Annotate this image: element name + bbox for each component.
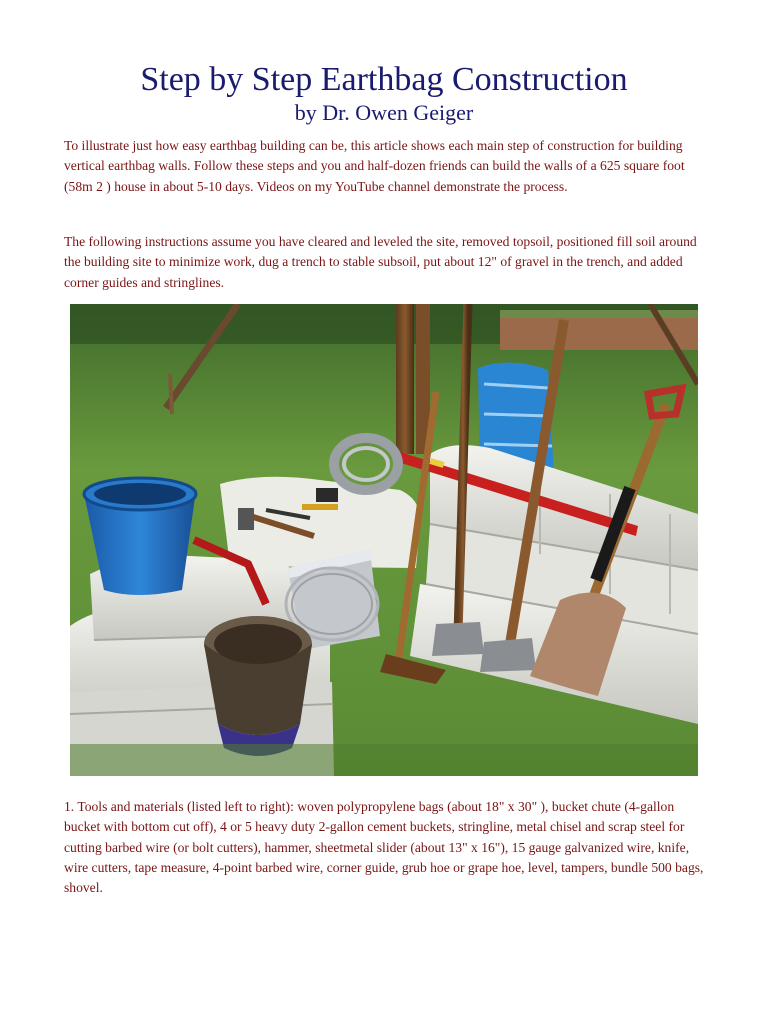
intro-paragraph: To illustrate just how easy earthbag building can be, this article shows each main step of construction for building vertical earthbag walls. Follow these steps and you and half-dozen friends can build the walls of a 625 square foot (58m 2 ) house in about 5-10 days. Videos on my YouTube channel demonstrate the process. [64, 138, 685, 194]
page-title: Step by Step Earthbag Construction [140, 61, 628, 98]
assumptions-paragraph: The following instructions assume you have cleared and leveled the site, removed topsoil, positioned fill soil around the building site to minimize work, dug a trench to stable subsoil, put about 12" of gravel in the trench, and added corner guides and stringlines. [64, 234, 697, 290]
author-byline: by Dr. Owen Geiger [294, 100, 474, 125]
photo-caption: 1. Tools and materials (listed left to right): woven polypropylene bags (about 18" x 30" ), bucket chute (4-gallon bucket with bottom cut off), 4 or 5 heavy duty 2-gallon cement buckets, stringline, metal chisel and scrap steel for cutting barbed wire (or bolt cutters), hammer, sheetmetal slider (about 13" x 16"), 15 gauge galvanized wire, knife, wire cutters, tape measure, 4-point barbed wire, corner guide, grub hoe or grape hoe, level, tampers, bundle 500 bags, shovel. [64, 799, 704, 896]
tools-and-materials-photo [70, 304, 698, 776]
